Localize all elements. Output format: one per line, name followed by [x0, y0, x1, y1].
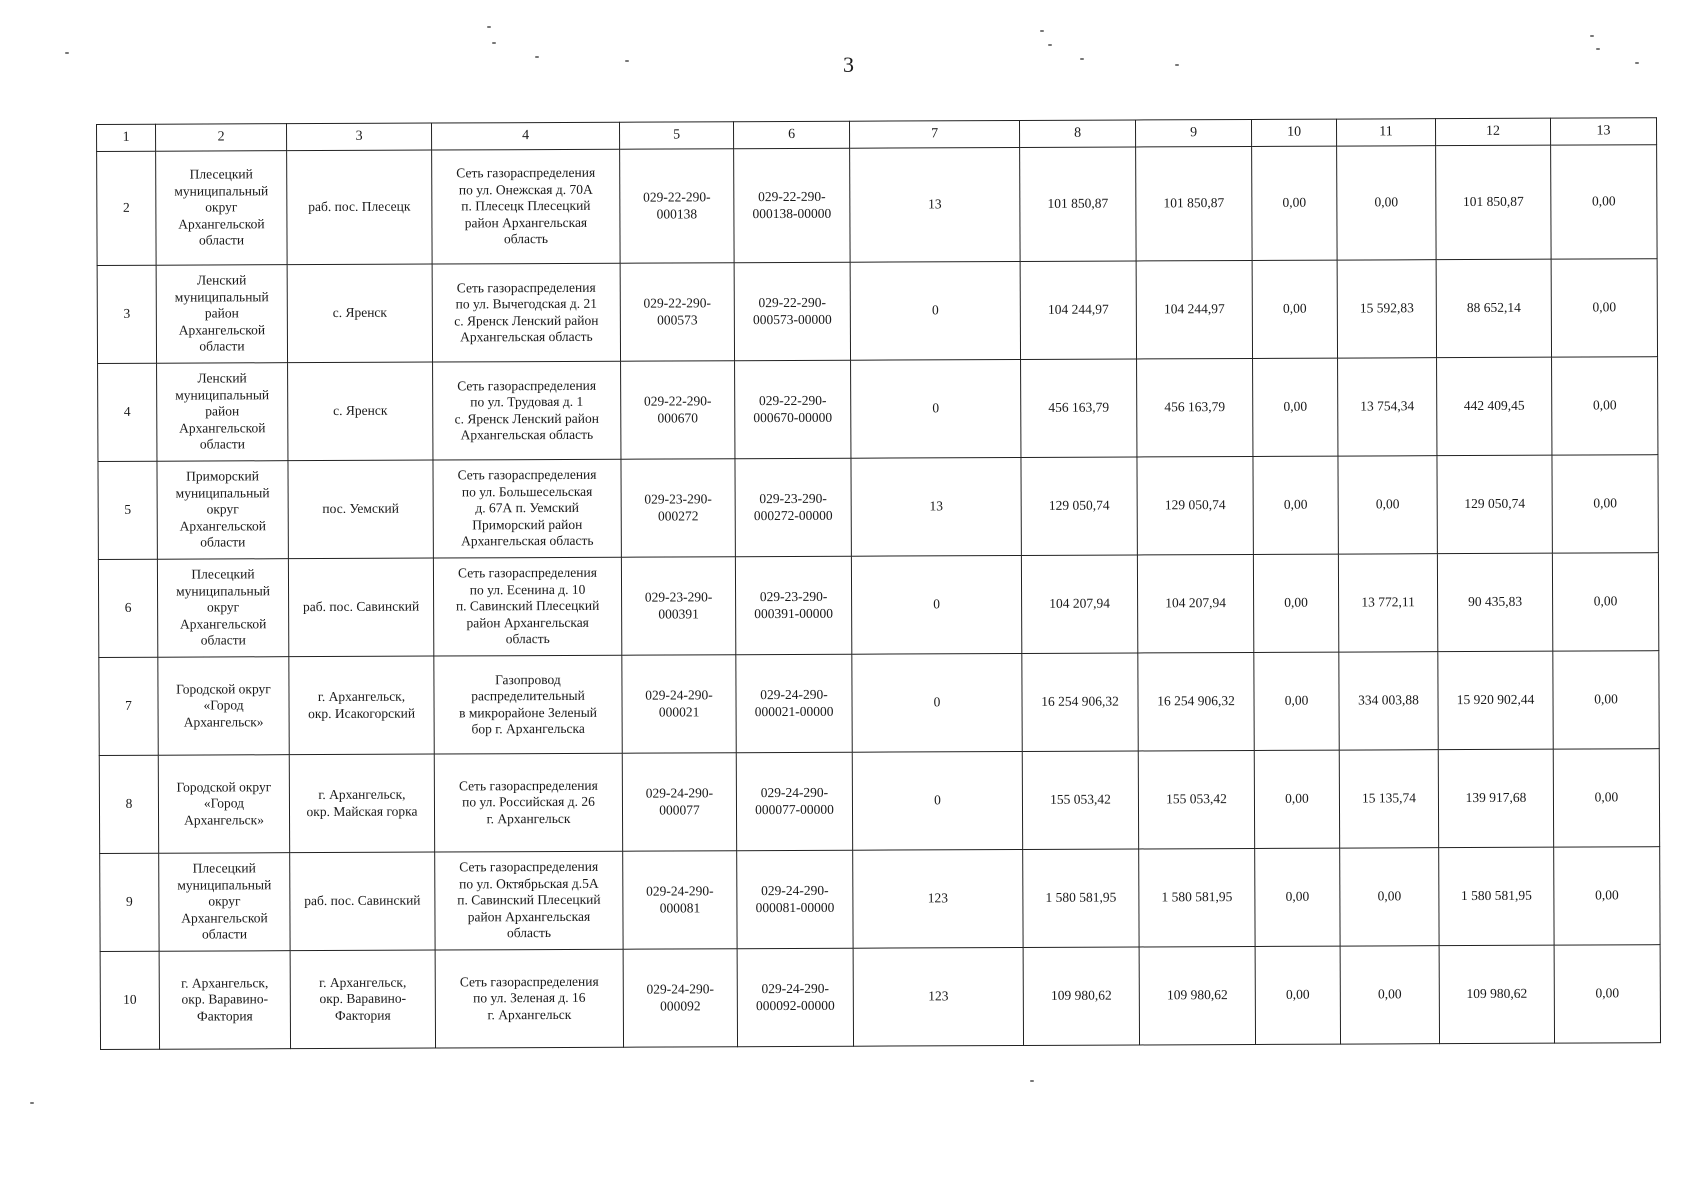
column-header: 11: [1336, 119, 1435, 146]
value-cell-10: 0,00: [1255, 848, 1340, 946]
value-cell-13: 0,00: [1554, 847, 1660, 945]
code-cell: 029-24-290- 000077: [622, 753, 736, 851]
object-cell: Сеть газораспределения по ул. Онежская д. 70А п. Плесецк Плесецкий район Архангельская область: [432, 149, 620, 264]
value-cell-13: 0,00: [1552, 455, 1658, 553]
value-cell-13: 0,00: [1552, 357, 1658, 455]
value-cell-10: 0,00: [1254, 652, 1339, 750]
settlement-cell: с. Яренск: [288, 362, 433, 461]
column-header: 9: [1135, 119, 1251, 147]
value-cell-11: 15 135,74: [1339, 750, 1438, 848]
settlement-cell: раб. пос. Савинский: [290, 852, 435, 951]
scan-speck: [1080, 58, 1084, 60]
value-cell-12: 139 917,68: [1438, 749, 1553, 848]
value-cell-8: 104 244,97: [1020, 261, 1136, 360]
value-cell-12: 109 980,62: [1439, 945, 1554, 1044]
value-cell-8: 101 850,87: [1020, 147, 1136, 262]
value-cell-11: 334 003,88: [1339, 652, 1438, 750]
table-row: [97, 259, 1657, 364]
value-cell-10: 0,00: [1252, 146, 1337, 260]
value-cell-10: 0,00: [1252, 260, 1337, 358]
row-number: 4: [98, 363, 157, 461]
value-cell-10: 0,00: [1254, 750, 1339, 848]
scan-speck: [1040, 30, 1044, 32]
settlement-cell: раб. пос. Плесецк: [287, 150, 432, 265]
value-cell-10: 0,00: [1253, 358, 1338, 456]
scan-speck: [1596, 48, 1600, 50]
value-cell-9: 104 244,97: [1136, 260, 1252, 359]
settlement-cell: с. Яренск: [287, 264, 432, 363]
value-cell-10: 0,00: [1255, 946, 1340, 1044]
value-cell-9: 109 980,62: [1139, 946, 1255, 1045]
table-row: [100, 847, 1660, 952]
settlement-cell: г. Архангельск, окр. Варавино- Фактория: [290, 950, 435, 1049]
object-cell: Газопровод распределительный в микрорайоне Зеленый бор г. Архангельска: [434, 655, 622, 754]
table-row: [98, 357, 1658, 462]
row-number: 3: [97, 265, 156, 363]
municipality-cell: г. Архангельск, окр. Варавино- Фактория: [159, 951, 290, 1050]
value-cell-7: 0: [851, 555, 1021, 654]
value-cell-11: 0,00: [1338, 456, 1437, 554]
column-header: 8: [1019, 120, 1135, 148]
full-code-cell: 029-24-290- 000081-00000: [737, 850, 853, 949]
column-header: 12: [1435, 118, 1550, 146]
value-cell-12: 90 435,83: [1437, 553, 1552, 652]
column-header: 4: [431, 122, 619, 150]
column-header: 2: [156, 124, 287, 152]
municipality-cell: Городской округ «Город Архангельск»: [158, 657, 289, 756]
value-cell-11: 0,00: [1337, 146, 1436, 260]
full-code-cell: 029-24-290- 000092-00000: [737, 948, 853, 1047]
value-cell-7: 0: [851, 359, 1021, 458]
code-cell: 029-22-290- 000573: [620, 263, 734, 361]
scan-speck: [1175, 64, 1179, 66]
code-cell: 029-23-290- 000272: [621, 459, 735, 557]
row-number: 8: [99, 755, 158, 853]
value-cell-9: 104 207,94: [1137, 554, 1253, 653]
value-cell-13: 0,00: [1554, 945, 1660, 1043]
municipality-cell: Плесецкий муниципальный округ Архангельской области: [159, 853, 290, 952]
row-number: 9: [100, 853, 159, 951]
value-cell-9: 16 254 906,32: [1138, 652, 1254, 751]
scan-speck: [1635, 62, 1639, 64]
value-cell-7: 123: [853, 849, 1023, 948]
value-cell-8: 16 254 906,32: [1022, 653, 1138, 752]
full-code-cell: 029-23-290- 000391-00000: [735, 556, 851, 655]
object-cell: Сеть газораспределения по ул. Российская д. 26 г. Архангельск: [434, 753, 622, 852]
value-cell-9: 129 050,74: [1137, 456, 1253, 555]
value-cell-8: 456 163,79: [1021, 359, 1137, 458]
scan-speck: [487, 26, 491, 28]
full-code-cell: 029-24-290- 000077-00000: [736, 752, 852, 851]
municipality-cell: Приморский муниципальный округ Архангельской области: [157, 461, 288, 560]
value-cell-7: 0: [850, 261, 1020, 360]
code-cell: 029-24-290- 000021: [622, 655, 736, 753]
value-cell-11: 0,00: [1340, 848, 1439, 946]
value-cell-11: 13 754,34: [1338, 358, 1437, 456]
code-cell: 029-24-290- 000081: [623, 851, 737, 949]
value-cell-13: 0,00: [1552, 553, 1658, 651]
value-cell-12: 101 850,87: [1436, 145, 1551, 260]
value-cell-12: 1 580 581,95: [1439, 847, 1554, 946]
value-cell-7: 0: [852, 653, 1022, 752]
value-cell-11: 0,00: [1340, 946, 1439, 1044]
value-cell-7: 13: [851, 457, 1021, 556]
value-cell-8: 155 053,42: [1022, 751, 1138, 850]
value-cell-12: 15 920 902,44: [1438, 651, 1553, 750]
column-header: 1: [97, 124, 156, 151]
value-cell-12: 442 409,45: [1437, 357, 1552, 456]
municipality-cell: Ленский муниципальный район Архангельской области: [157, 363, 288, 462]
value-cell-9: 456 163,79: [1137, 358, 1253, 457]
value-cell-12: 129 050,74: [1437, 455, 1552, 554]
object-cell: Сеть газораспределения по ул. Большесельская д. 67А п. Уемский Приморский район Архангельская область: [433, 459, 621, 558]
value-cell-12: 88 652,14: [1436, 259, 1551, 358]
value-cell-11: 13 772,11: [1338, 554, 1437, 652]
value-cell-9: 1 580 581,95: [1139, 848, 1255, 947]
municipality-cell: Городской округ «Город Архангельск»: [158, 755, 289, 854]
municipality-cell: Плесецкий муниципальный округ Архангельской области: [157, 559, 288, 658]
value-cell-13: 0,00: [1551, 259, 1657, 357]
value-cell-10: 0,00: [1253, 456, 1338, 554]
full-code-cell: 029-24-290- 000021-00000: [736, 654, 852, 753]
table-body: [97, 145, 1661, 1050]
table-row: [97, 145, 1657, 266]
scan-speck: [1030, 1080, 1034, 1082]
column-header: 3: [287, 123, 432, 151]
scan-speck: [1590, 35, 1594, 37]
settlement-cell: пос. Уемский: [288, 460, 433, 559]
object-cell: Сеть газораспределения по ул. Вычегодская д. 21 с. Яренск Ленский район Архангельская область: [432, 263, 620, 362]
column-header: 7: [849, 120, 1019, 148]
column-header: 5: [619, 122, 733, 149]
municipality-cell: Плесецкий муниципальный округ Архангельской области: [156, 151, 287, 266]
scan-speck: [492, 42, 496, 44]
object-cell: Сеть газораспределения по ул. Трудовая д. 1 с. Яренск Ленский район Архангельская область: [433, 361, 621, 460]
scan-speck: [535, 56, 539, 58]
row-number: 5: [98, 461, 157, 559]
full-code-cell: 029-22-290- 000138-00000: [734, 148, 850, 263]
settlement-cell: раб. пос. Савинский: [288, 558, 433, 657]
object-cell: Сеть газораспределения по ул. Октябрьская д.5А п. Савинский Плесецкий район Архангельская область: [435, 851, 623, 950]
full-code-cell: 029-22-290- 000573-00000: [734, 262, 850, 361]
municipality-cell: Ленский муниципальный район Архангельской области: [156, 265, 287, 364]
scan-speck: [625, 60, 629, 62]
row-number: 2: [97, 151, 156, 265]
value-cell-7: 0: [852, 751, 1022, 850]
scan-speck: [1048, 44, 1052, 46]
column-header: 13: [1550, 118, 1656, 145]
value-cell-11: 15 592,83: [1337, 260, 1436, 358]
table-row: [98, 455, 1658, 560]
row-number: 10: [100, 951, 159, 1049]
table-row: [100, 945, 1660, 1050]
column-header: 10: [1251, 119, 1336, 146]
value-cell-7: 123: [853, 947, 1023, 1046]
table-row: [99, 651, 1659, 756]
object-cell: Сеть газораспределения по ул. Есенина д. 10 п. Савинский Плесецкий район Архангельская область: [433, 557, 621, 656]
value-cell-9: 155 053,42: [1138, 750, 1254, 849]
value-cell-8: 1 580 581,95: [1023, 849, 1139, 948]
value-cell-10: 0,00: [1253, 554, 1338, 652]
row-number: 7: [99, 657, 158, 755]
row-number: 6: [98, 559, 157, 657]
value-cell-8: 129 050,74: [1021, 457, 1137, 556]
code-cell: 029-22-290- 000138: [620, 149, 734, 263]
settlement-cell: г. Архангельск, окр. Исакогорский: [289, 656, 434, 755]
value-cell-13: 0,00: [1553, 651, 1659, 749]
scan-speck: [65, 52, 69, 54]
asset-register-table: [96, 117, 1661, 1050]
code-cell: 029-22-290- 000670: [621, 361, 735, 459]
value-cell-9: 101 850,87: [1136, 146, 1252, 261]
page-number: 3: [843, 52, 854, 77]
table-row: [98, 553, 1658, 658]
value-cell-13: 0,00: [1553, 749, 1659, 847]
code-cell: 029-24-290- 000092: [623, 949, 737, 1047]
value-cell-8: 109 980,62: [1023, 947, 1139, 1046]
value-cell-7: 13: [850, 147, 1020, 262]
scan-speck: [30, 1102, 34, 1104]
value-cell-13: 0,00: [1551, 145, 1657, 259]
full-code-cell: 029-23-290- 000272-00000: [735, 458, 851, 557]
column-header: 6: [733, 121, 849, 149]
full-code-cell: 029-22-290- 000670-00000: [735, 360, 851, 459]
table-row: [99, 749, 1659, 854]
settlement-cell: г. Архангельск, окр. Майская горка: [289, 754, 434, 853]
code-cell: 029-23-290- 000391: [621, 557, 735, 655]
object-cell: Сеть газораспределения по ул. Зеленая д. 16 г. Архангельск: [435, 949, 623, 1048]
value-cell-8: 104 207,94: [1021, 555, 1137, 654]
